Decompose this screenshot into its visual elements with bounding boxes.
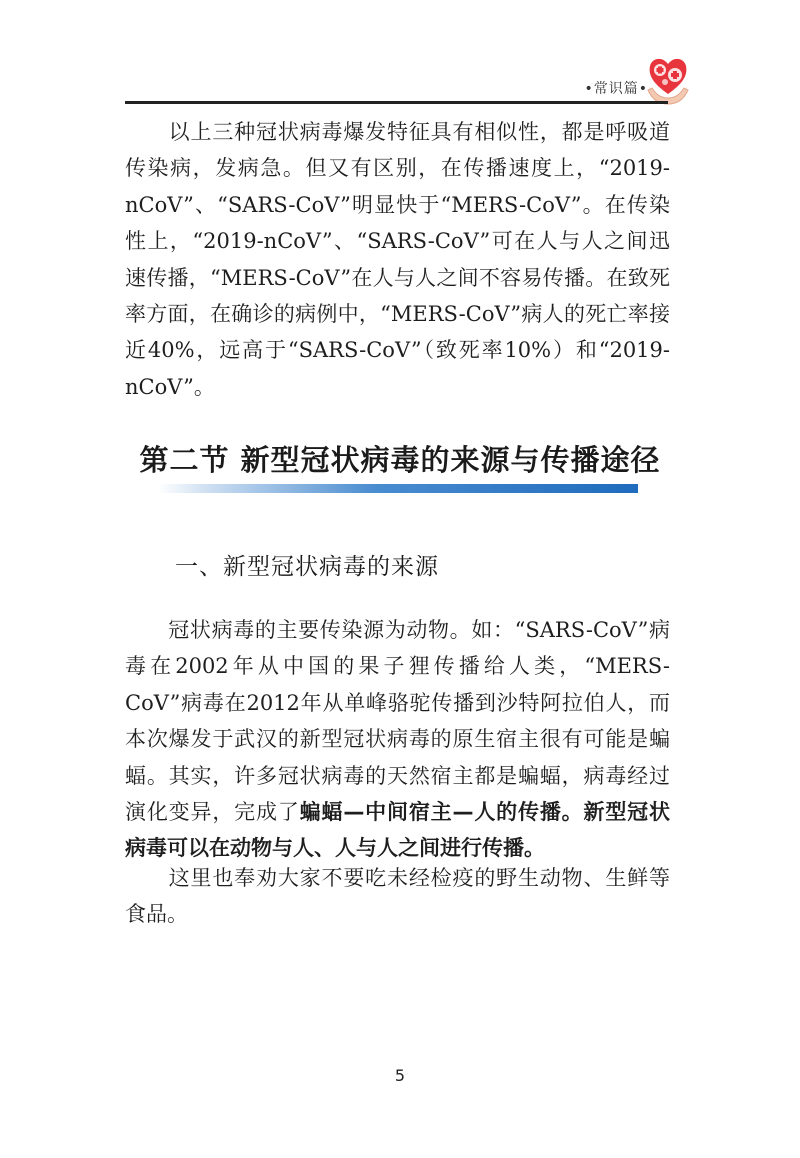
- page-number: 5: [394, 1066, 406, 1085]
- source-paragraph-emphasis: 蝙蝠—中间宿主—人的传播。新型冠状病毒可以在动物与人、人与人之间进行传播。: [125, 800, 671, 861]
- source-paragraph: [125, 612, 670, 867]
- intro-paragraph: 以上三种冠状病毒爆发特征具有相似性，都是呼吸道传染病，发病急。但又有区别，在传播速度上，“2019-nCoV”、“SARS-CoV”明显快于“MERS-CoV”。在传染性上，“2019-nCoV”、“SARS-CoV”可在人与人之间迅速传播，“MERS-CoV”在人与人之间不容易传播。在致死率方面，在确诊的病例中，“MERS-CoV”病人的死亡率接近40%，远高于“SARS-CoV”（致死率10%）和“2019-nCoV”。: [125, 120, 670, 399]
- section-tag: •常识篇•: [584, 81, 648, 97]
- heart-in-hands-logo: [644, 50, 692, 106]
- header-rule: [125, 101, 668, 104]
- section-title-underline: [158, 484, 638, 493]
- subsection-title: 一、新型冠状病毒的来源: [175, 554, 439, 580]
- source-paragraph-text: 冠状病毒的主要传染源为动物。如：“SARS-CoV”病毒在2002年从中国的果子狸传播给人类，“MERS-CoV”病毒在2012年从单峰骆驼传播到沙特阿拉伯人，而本次爆发于武汉的新型冠状病毒的原生宿主很有可能是蝙蝠。其实，许多冠状病毒的天然宿主都是蝙蝠，病毒经过演化变异，完成了: [125, 618, 670, 825]
- section-title: 第二节 新型冠状病毒的来源与传播途径: [139, 443, 661, 477]
- closing-paragraph: 这里也奉劝大家不要吃未经检疫的野生动物、生鲜等食品。: [125, 866, 670, 927]
